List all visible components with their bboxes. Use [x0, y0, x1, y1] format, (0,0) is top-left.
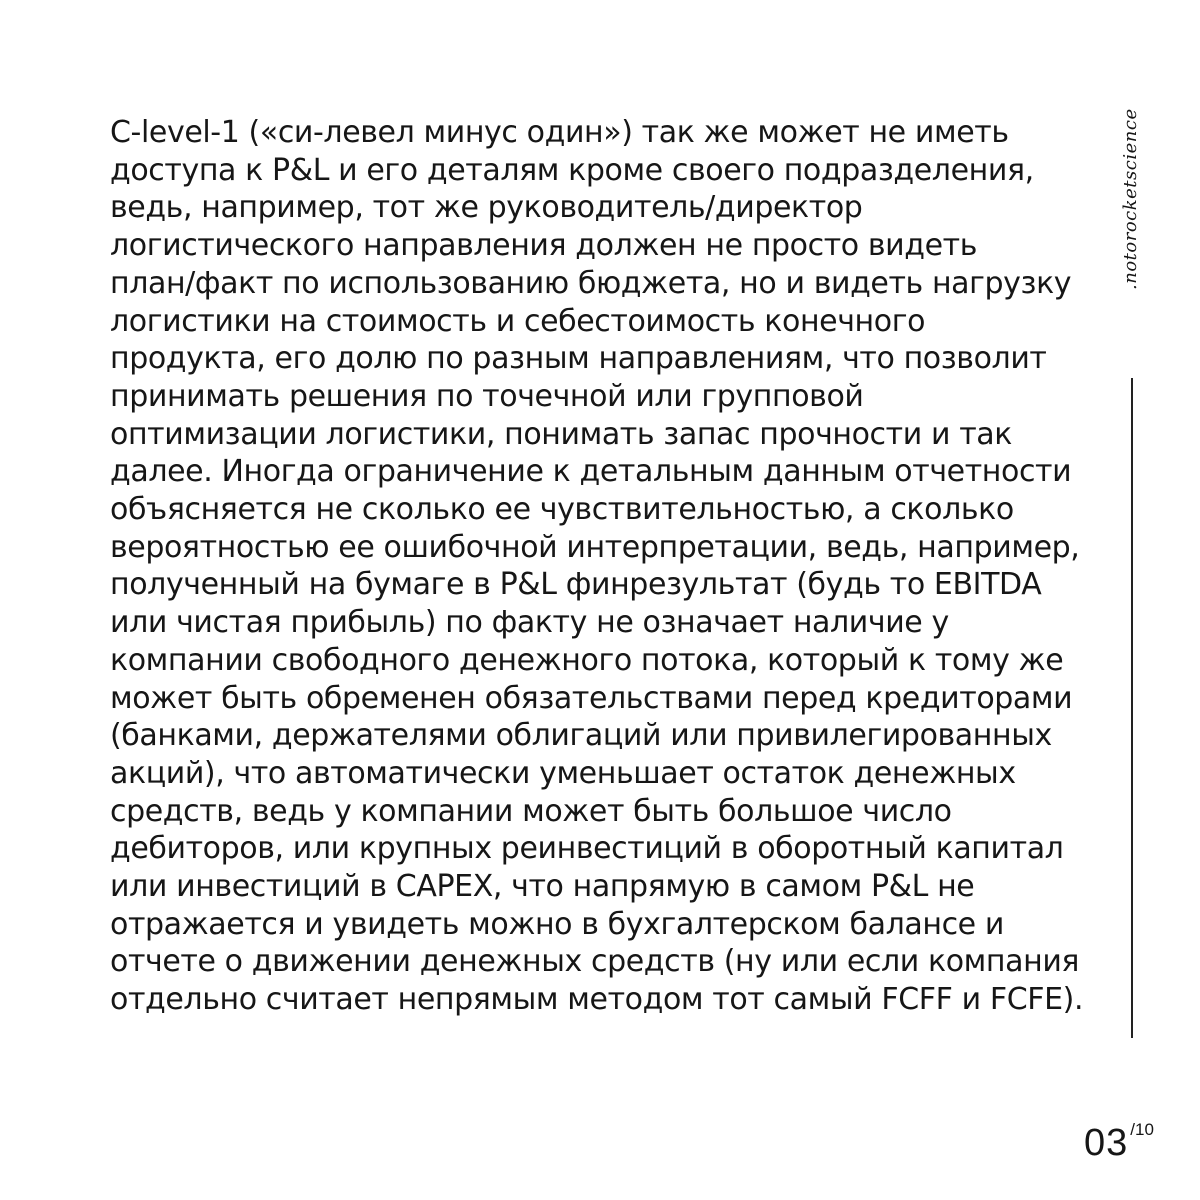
body-line: может быть обременен обязательствами перед кредиторами — [110, 680, 1073, 716]
body-line: средств, ведь у компании может быть большое число — [110, 793, 952, 829]
brand-handle-container — [1110, 100, 1150, 300]
body-line: полученный на бумаге в P&L финрезультат (будь то EBITDA — [110, 567, 1042, 603]
body-line: логистического направления должен не просто видеть — [110, 228, 978, 264]
body-line: принимать решения по точечной или групповой — [110, 378, 864, 414]
body-line: план/факт по использованию бюджета, но и видеть нагрузку — [110, 265, 1072, 301]
body-line: логистики на стоимость и себестоимость конечного — [110, 303, 926, 339]
body-line: компании свободного денежного потока, который к тому же — [110, 642, 1064, 678]
body-line: или чистая прибыль) по факту не означает наличие у — [110, 605, 949, 641]
body-line: или инвестиций в CAPEX, что напрямую в самом P&L не — [110, 869, 975, 905]
body-line: вероятностью ее ошибочной интерпретации, ведь, например, — [110, 529, 1080, 565]
page-current: 03 — [1084, 1122, 1129, 1164]
vertical-divider — [1131, 378, 1133, 1038]
body-line: объясняется не сколько ее чувствительностью, а сколько — [110, 492, 1014, 528]
body-line: оптимизации логистики, понимать запас прочности и так — [110, 416, 1012, 452]
body-line: отчете о движении денежных средств (ну или если компания — [110, 944, 1080, 980]
page-total: /10 — [1130, 1120, 1154, 1139]
body-line: ведь, например, тот же руководитель/директор — [110, 190, 863, 226]
article-body — [110, 114, 1084, 1019]
body-line: отдельно считает непрямым методом тот самый FCFF и FCFE). — [110, 982, 1084, 1018]
body-line: C-level-1 («си-левел минус один») так же может не иметь — [110, 115, 1009, 150]
body-line: далее. Иногда ограничение к детальным данным отчетности — [110, 454, 1072, 490]
body-line: (банками, держателями облигаций или привилегированных — [110, 718, 1052, 754]
brand-handle: .notorocketscience — [1120, 108, 1141, 290]
body-line: отражается и увидеть можно в бухгалтерском балансе и — [110, 906, 1004, 942]
body-line: дебиторов, или крупных реинвестиций в оборотный капитал — [110, 831, 1064, 867]
page-indicator — [1084, 1120, 1154, 1165]
body-line: доступа к P&L и его деталям кроме своего подразделения, — [110, 152, 1034, 188]
body-line: акций), что автоматически уменьшает остаток денежных — [110, 755, 1016, 791]
body-line: продукта, его долю по разным направлениям, что позволит — [110, 341, 1047, 377]
